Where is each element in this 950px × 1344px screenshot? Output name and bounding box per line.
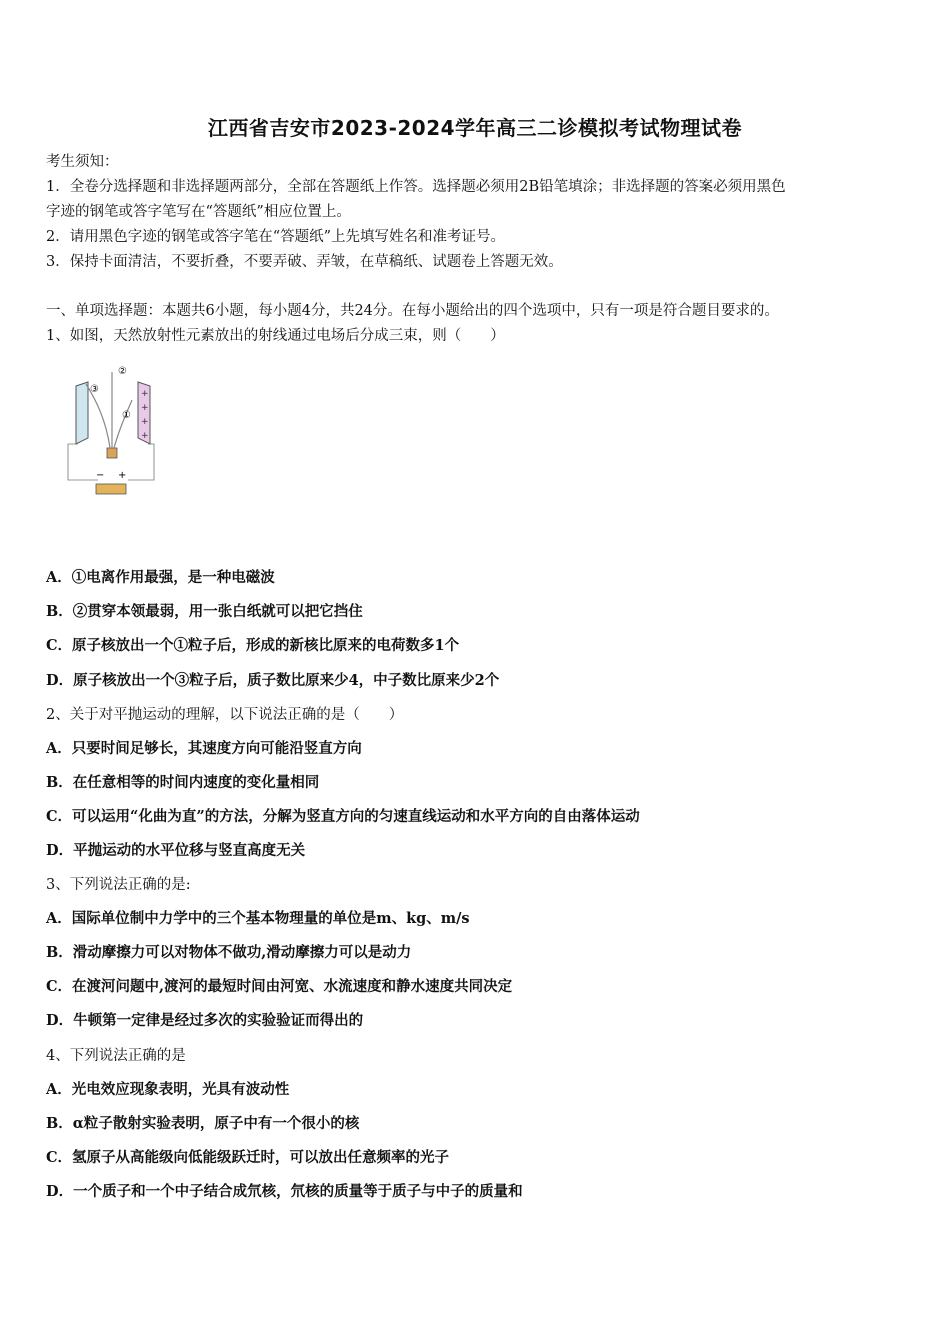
option: B．滑动摩擦力可以对物体不做功,滑动摩擦力可以是动力 bbox=[46, 944, 412, 961]
option: A．光电效应现象表明，光具有波动性 bbox=[46, 1081, 290, 1098]
notice-item: 1．全卷分选择题和非选择题两部分，全部在答题纸上作答。选择题必须用2B铅笔填涂；非选择题的答案必须用黑色 bbox=[46, 179, 786, 195]
battery bbox=[96, 484, 126, 494]
notice-heading: 考生须知： bbox=[46, 154, 119, 170]
option: B．α粒子散射实验表明，原子中有一个很小的核 bbox=[46, 1115, 360, 1132]
plus-sign: + bbox=[141, 431, 149, 441]
option: B．在任意相等的时间内速度的变化量相同 bbox=[46, 774, 320, 791]
question-stem: 1、如图，天然放射性元素放出的射线通过电场后分成三束，则（ ） bbox=[46, 328, 505, 344]
label-1: ① bbox=[122, 410, 131, 421]
option: D．一个质子和一个中子结合成氘核，氘核的质量等于质子与中子的质量和 bbox=[46, 1183, 523, 1200]
label-2: ② bbox=[118, 366, 127, 377]
battery-minus: − bbox=[96, 470, 105, 481]
option: A．国际单位制中力学中的三个基本物理量的单位是m、kg、m/s bbox=[46, 910, 470, 927]
beam-1 bbox=[114, 400, 132, 448]
notice-item: 字迹的钢笔或答字笔写在“答题纸”相应位置上。 bbox=[46, 204, 351, 220]
plus-sign: + bbox=[141, 389, 149, 399]
option: D．牛顿第一定律是经过多次的实验验证而得出的 bbox=[46, 1012, 364, 1029]
option: D．平抛运动的水平位移与竖直高度无关 bbox=[46, 842, 306, 859]
option: A．①电离作用最强，是一种电磁波 bbox=[46, 569, 275, 586]
notice-item: 3．保持卡面清洁，不要折叠，不要弄破、弄皱，在草稿纸、试题卷上答题无效。 bbox=[46, 254, 563, 270]
label-3: ③ bbox=[90, 384, 99, 395]
wire-left bbox=[68, 444, 98, 480]
radioactive-source bbox=[107, 448, 117, 458]
page-title: 江西省吉安市2023-2024学年高三二诊模拟考试物理试卷 bbox=[207, 116, 743, 140]
option: C．原子核放出一个①粒子后，形成的新核比原来的电荷数多1个 bbox=[46, 637, 460, 654]
option: C．在渡河问题中,渡河的最短时间由河宽、水流速度和静水速度共同决定 bbox=[46, 978, 513, 995]
plus-sign: + bbox=[141, 417, 149, 427]
wire-right bbox=[128, 444, 154, 480]
negative-plate bbox=[76, 382, 88, 444]
question-stem: 2、关于对平抛运动的理解，以下说法正确的是（ ） bbox=[46, 707, 404, 723]
section-heading: 一、单项选择题：本题共6小题，每小题4分，共24分。在每小题给出的四个选项中，只有一项是符合题目要求的。 bbox=[46, 303, 779, 319]
question-stem: 4、下列说法正确的是 bbox=[46, 1048, 186, 1064]
radiation-field-diagram bbox=[62, 360, 162, 498]
battery-plus: + bbox=[118, 470, 127, 481]
option: C．可以运用“化曲为直”的方法，分解为竖直方向的匀速直线运动和水平方向的自由落体运动 bbox=[46, 808, 640, 825]
plus-sign: + bbox=[141, 403, 149, 413]
option: C．氢原子从高能级向低能级跃迁时，可以放出任意频率的光子 bbox=[46, 1149, 450, 1166]
option: B．②贯穿本领最弱，用一张白纸就可以把它挡住 bbox=[46, 603, 363, 620]
option: A．只要时间足够长，其速度方向可能沿竖直方向 bbox=[46, 740, 362, 757]
question-stem: 3、下列说法正确的是: bbox=[46, 877, 191, 893]
notice-item: 2．请用黑色字迹的钢笔或答字笔在“答题纸”上先填写姓名和准考证号。 bbox=[46, 229, 506, 245]
option: D．原子核放出一个③粒子后，质子数比原来少4，中子数比原来少2个 bbox=[46, 672, 500, 689]
